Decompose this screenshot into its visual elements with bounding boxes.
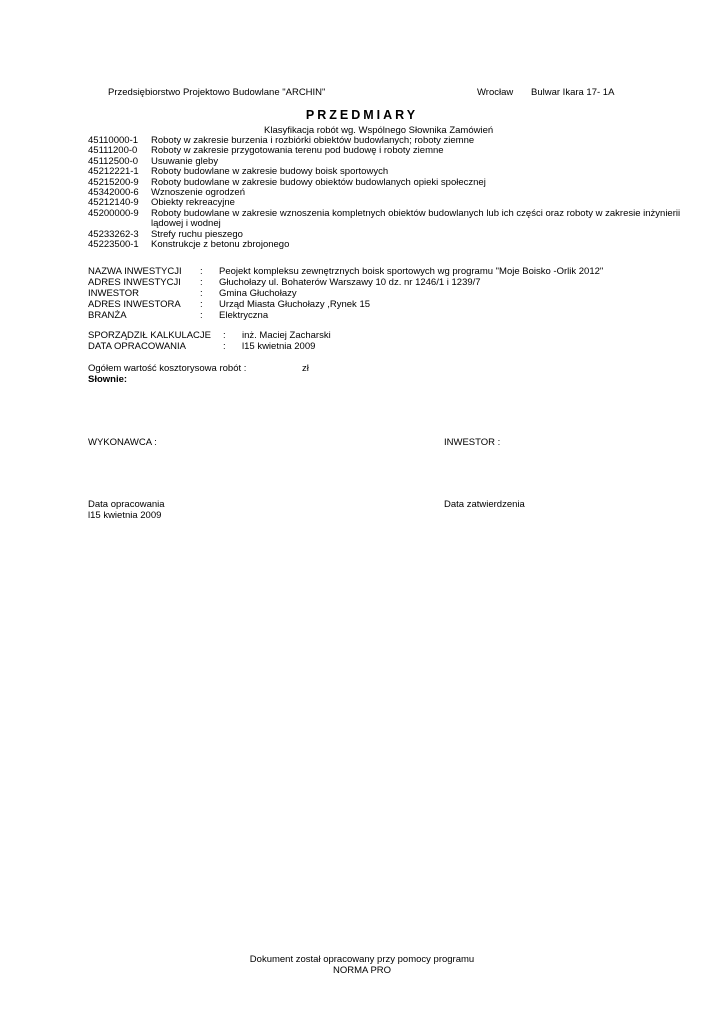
- info-row: [88, 299, 603, 310]
- approved-date-label: Data zatwierdzenia: [444, 499, 525, 510]
- classification-desc: Wznoszenie ogrodzeń: [151, 187, 245, 199]
- classification-desc: Roboty budowlane w zakresie wznoszenia kompletnych obiektów budowlanych lub ich części oraz roboty w zakresie inżynierii lądowej i wodnej: [151, 207, 681, 230]
- classification-code: 45212140-9: [88, 197, 139, 209]
- calc-row: [88, 330, 331, 341]
- calc-value: inż. Maciej Zacharski: [242, 330, 331, 341]
- contractor-signature-label: WYKONAWCA :: [88, 437, 157, 448]
- classification-code: 45112500-0: [88, 155, 139, 167]
- info-value: Gmina Głuchołazy: [219, 288, 297, 299]
- info-separator: :: [200, 299, 203, 310]
- calculation-info: [88, 330, 331, 352]
- calc-separator: :: [223, 341, 226, 352]
- info-separator: :: [200, 266, 203, 277]
- classification-desc: Obiekty rekreacyjne: [151, 197, 235, 209]
- classification-code: 45110000-1: [88, 135, 139, 146]
- classification-desc: Usuwanie gleby: [151, 155, 219, 167]
- footer-line: Dokument został opracowany przy pomocy programu: [249, 954, 475, 965]
- classification-code: 45200000-9: [88, 207, 139, 219]
- total-label: Ogółem wartość kosztorysowa robót :: [88, 363, 247, 374]
- classification-subtitle: Klasyfikacja robót wg. Wspólnego Słownika Zamówień: [264, 125, 494, 136]
- info-value: Urząd Miasta Głuchołazy ,Rynek 15: [219, 299, 371, 310]
- info-label: ADRES INWESTORA: [88, 299, 181, 310]
- classification-code: 45215200-9: [88, 176, 139, 188]
- calc-label: DATA OPRACOWANIA: [88, 341, 187, 352]
- calc-separator: :: [223, 330, 226, 341]
- classification-desc: Roboty w zakresie burzenia i rozbiórki obiektów budowlanych; roboty ziemne: [151, 135, 475, 146]
- info-row: [88, 266, 603, 277]
- classification-desc: Konstrukcje z betonu zbrojonego: [151, 239, 290, 251]
- info-separator: :: [200, 288, 203, 299]
- info-separator: :: [200, 310, 203, 321]
- classification-code: 45342000-6: [88, 187, 139, 199]
- investment-info: [88, 266, 603, 321]
- total-value-line: [88, 363, 309, 374]
- info-row: [88, 277, 603, 288]
- info-separator: :: [200, 277, 203, 288]
- company-address: Bulwar Ikara 17- 1A: [531, 87, 615, 98]
- info-label: BRANŻA: [88, 310, 127, 321]
- info-label: ADRES INWESTYCJI: [88, 277, 181, 288]
- investor-signature-label: INWESTOR :: [444, 437, 501, 448]
- info-row: [88, 310, 603, 321]
- classification-list: [88, 136, 688, 250]
- prepared-date-block: [88, 499, 165, 521]
- info-value: Peojekt kompleksu zewnętrznych boisk sportowych wg programu "Moje Boisko -Orlik 2012": [219, 266, 604, 277]
- info-row: [88, 288, 603, 299]
- classification-row: [88, 240, 688, 250]
- classification-code: 45111200-0: [88, 145, 138, 157]
- company-name: Przedsiębiorstwo Projektowo Budowlane "ARCHIN": [108, 87, 326, 98]
- footer-program: NORMA PRO: [332, 964, 392, 976]
- calc-value: l15 kwietnia 2009: [242, 341, 316, 352]
- classification-desc: Roboty budowlane w zakresie budowy boisk sportowych: [151, 166, 389, 178]
- document-title: PRZEDMIARY: [305, 108, 419, 122]
- classification-code: 45223500-1: [88, 239, 139, 251]
- info-label: NAZWA INWESTYCJI: [88, 266, 182, 277]
- in-words-label: Słownie:: [88, 374, 128, 385]
- city: Wrocław: [477, 87, 514, 98]
- calc-row: [88, 341, 331, 352]
- prepared-date-value: l15 kwietnia 2009: [88, 510, 162, 521]
- classification-code: 45233262-3: [88, 228, 139, 240]
- info-label: INWESTOR: [88, 288, 140, 299]
- classification-code: 45212221-1: [88, 166, 139, 178]
- total-currency: zł: [302, 363, 309, 374]
- classification-desc: Roboty budowlane w zakresie budowy obiektów budowlanych opieki społecznej: [151, 176, 486, 188]
- classification-desc: Strefy ruchu pieszego: [151, 228, 243, 240]
- footer-note: [0, 955, 724, 976]
- classification-row: [88, 209, 688, 230]
- calc-label: SPORZĄDZIŁ KALKULACJE: [88, 330, 212, 341]
- classification-desc: Roboty w zakresie przygotowania terenu pod budowę i roboty ziemne: [151, 145, 444, 157]
- info-value: Głuchołazy ul. Bohaterów Warszawy 10 dz. nr 1246/1 i 1239/7: [219, 277, 481, 288]
- info-value: Elektryczna: [219, 310, 269, 321]
- prepared-date-label: Data opracowania: [88, 499, 165, 510]
